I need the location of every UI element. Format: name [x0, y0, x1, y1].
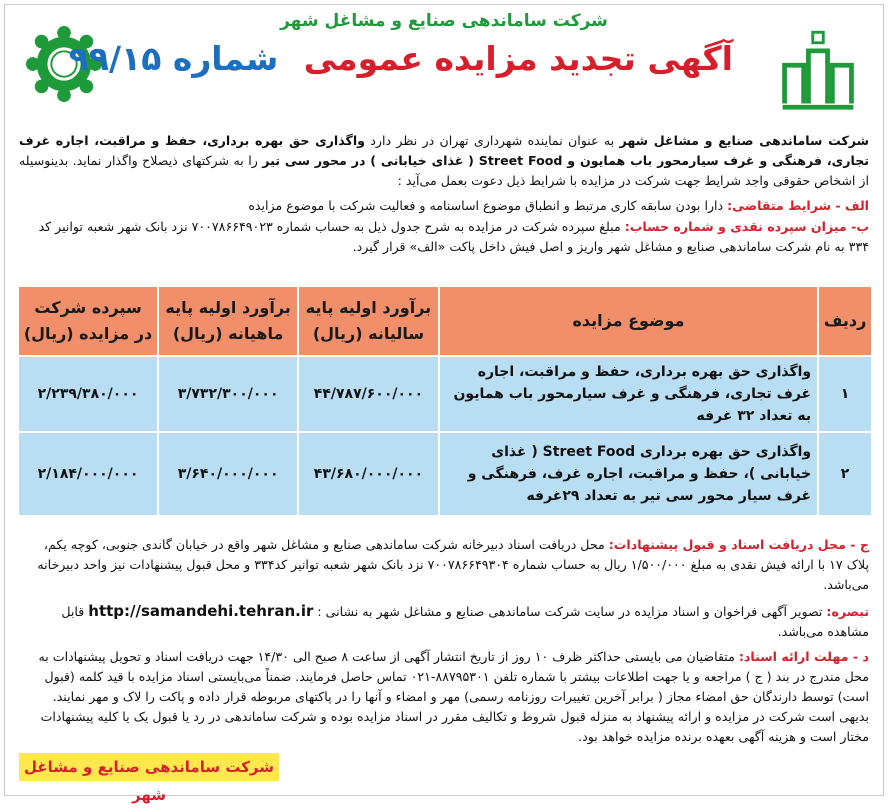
auction-table: [17, 285, 873, 517]
intro-subject: واگذاری حق بهره برداری، حفظ و مراقبت، اجاره غرف تجاری، فرهنگی و غرف سیارمحور باب همایون و Street Food ( غذای خیابانی ) در محور سی تیر: [19, 133, 870, 168]
section-b: [19, 217, 869, 257]
section-d: [19, 647, 869, 747]
section-a: [19, 196, 869, 216]
header-deposit: سپرده شرکت در مزایده (ریال): [18, 286, 158, 356]
note-label: تبصره:: [826, 604, 869, 619]
row-deposit: ۲/۲۳۹/۳۸۰/۰۰۰: [18, 356, 158, 432]
section-c: [19, 535, 869, 595]
advertisement: [4, 4, 884, 804]
header-subject: موضوع مزایده: [439, 286, 818, 356]
note: [19, 601, 869, 642]
section-c-label: ج - محل دریافت اسناد و قبول پیشنهادات:: [608, 537, 869, 552]
header-annual: برآورد اولیه پایه سالیانه (ریال): [298, 286, 439, 356]
header-index: ردیف: [818, 286, 872, 356]
row-monthly: ۳/۷۳۲/۳۰۰/۰۰۰: [158, 356, 298, 432]
row-monthly: ۳/۶۴۰/۰۰۰/۰۰۰: [158, 432, 298, 516]
note-text: تصویر آگهی فراخوان و اسناد مزایده در سایت شرکت ساماندهی صنایع و مشاغل شهر به نشانی :: [317, 604, 827, 619]
row-index: ۱: [818, 356, 872, 432]
header-monthly: برآورد اولیه پایه ماهیانه (ریال): [158, 286, 298, 356]
row-annual: ۴۳/۶۸۰/۰۰۰/۰۰۰: [298, 432, 439, 516]
company-name-top: شرکت ساماندهی صنایع و مشاغل شهر: [280, 11, 608, 31]
note-text-2: قابل مشاهده می‌باشد.: [61, 604, 869, 639]
section-a-label: الف - شرایط متقاضی:: [727, 198, 869, 213]
title-number: شماره ۹۹/۱۵: [68, 39, 279, 78]
row-deposit: ۲/۱۸۴/۰۰۰/۰۰۰: [18, 432, 158, 516]
row-annual: ۴۴/۷۸۷/۶۰۰/۰۰۰: [298, 356, 439, 432]
samandehi-logo-icon: [775, 27, 861, 113]
website-link[interactable]: http://samandehi.tehran.ir: [88, 602, 314, 620]
table-row: [18, 432, 872, 516]
row-index: ۲: [818, 432, 872, 516]
section-d-text: متقاضیان می بایستی حداکثر ظرف ۱۰ روز از تاریخ انتشار آگهی از ساعت ۸ صبح الی ۱۴/۳۰ جهت دریافت اسناد و تحویل پیشنهادات به محل مندرج در بند ( ج ) مراجعه و یا جهت اطلاعات بیشتر با شماره تلفن ۸۸۷۹۵۳۰۱-۰۲۱ تماس حاصل فرمایند. ضمناً می‌بایستی اسناد مزایده با قید کلمه (قبول است) توسط دارندگان حق امضاء مجاز ( برابر آخرین تغییرات روزنامه رسمی) مهر و امضاء و آنها را در پاکتهای مربوطه قرار داده و پاکت را لاک و مهر نمایند. بدیهی است شرکت در مزایده و ارائه پیشنهاد به منزله قبول شروط و تکالیف مقرر در اسناد مزایده بوده و شرکت ساماندهی در رد یا قبول یک یا کلیه پیشنهادات مختار است و هزینه آگهی بعهده برنده مزایده خواهد بود.: [38, 649, 869, 744]
section-c-text: محل دریافت اسناد دبیرخانه شرکت ساماندهی صنایع و مشاغل شهر واقع در خیابان گاندی جنوبی، کوچه یکم، پلاک ۱۷ با ارائه فیش نقدی به مبلغ ۱/۵۰۰/۰۰۰ ریال به حساب شماره ۷۰۰۷۸۶۶۴۹۳۰۴ نزد بانک شهر شعبه توانیر کد۳۳۴ و محل قبول پیشنهادات نیز واحد دبیرخانه می‌باشد.: [37, 537, 869, 592]
section-d-label: د - مهلت ارائه اسناد:: [738, 649, 869, 664]
section-b-text: مبلغ سپرده شرکت در مزایده به شرح جدول ذیل به حساب شماره ۷۰۰۷۸۶۶۴۹۰۲۳ نزد بانک شهر شعبه توانیر کد ۳۳۴ به نام شرکت ساماندهی صنایع و مشاغل شهر واریز و اصل فیش داخل پاکت «الف» قرار گیرد.: [38, 219, 869, 254]
section-b-label: ب- میزان سپرده نقدی و شماره حساب:: [624, 219, 869, 234]
section-a-text: دارا بودن سابقه کاری مرتبط و انطباق موضوع اساسنامه و فعالیت شرکت با موضوع مزایده: [248, 198, 728, 213]
page-title: [68, 39, 733, 78]
row-subject: واگذاری حق بهره برداری Street Food ( غذای خیابانی )، حفظ و مراقبت، اجاره غرف، فرهنگی و غرف سیار محور سی تیر به تعداد ۲۹غرفه: [439, 432, 818, 516]
intro-text-1: به عنوان نماینده شهرداری تهران در نظر دارد: [364, 133, 620, 148]
intro-text-2: را به شرکتهای ذیصلاح واگذار نماید. بدینوسیله از اشخاص حقوقی واجد شرایط جهت شرکت در مزایده با شرایط ذیل دعوت بعمل می‌آید :: [19, 153, 869, 188]
intro-company: شرکت ساماندهی صنایع و مشاغل شهر: [619, 133, 869, 148]
footer-signature: شرکت ساماندهی صنایع و مشاغل شهر: [19, 753, 279, 781]
intro-paragraph: [19, 131, 869, 191]
table-header-row: [18, 286, 872, 356]
row-subject: واگذاری حق بهره برداری، حفظ و مراقبت، اجاره غرف تجاری، فرهنگی و غرف سیارمحور باب همایون به تعداد ۳۲ غرفه: [439, 356, 818, 432]
table-row: [18, 356, 872, 432]
title-main: آگهی تجدید مزایده عمومی: [303, 39, 733, 78]
